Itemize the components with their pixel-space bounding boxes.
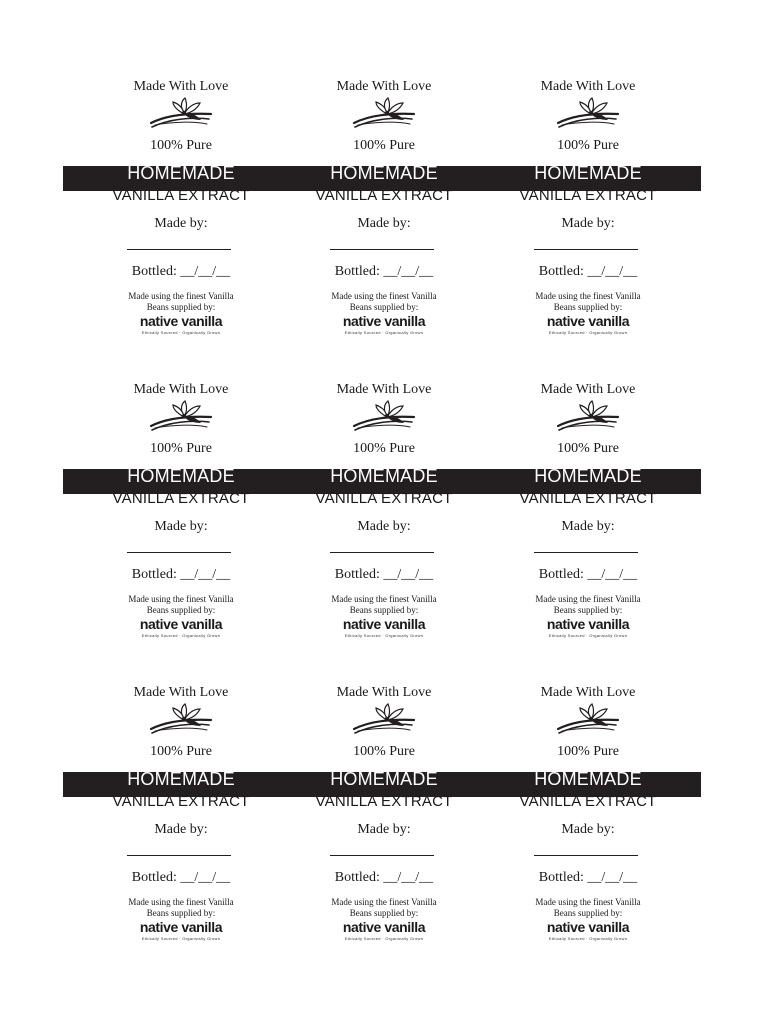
vanilla-flower-icon xyxy=(149,400,213,436)
vanilla-extract-text: VANILLA EXTRACT xyxy=(315,793,453,810)
brand-tagline: Ethically Sourced · Organically Grown xyxy=(141,330,221,335)
supply-note-line2: Beans supplied by: xyxy=(349,302,419,312)
made-by-text: Made by: xyxy=(154,822,208,837)
pure-text: 100% Pure xyxy=(557,744,619,759)
made-by-signature-line xyxy=(127,855,231,856)
supply-note-line1: Made using the finest Vanilla xyxy=(331,897,437,907)
supply-note-line1: Made using the finest Vanilla xyxy=(535,897,641,907)
supply-note-line2: Beans supplied by: xyxy=(349,605,419,615)
made-by-text: Made by: xyxy=(357,216,411,231)
bottled-date-text: Bottled: __/__/__ xyxy=(131,264,231,279)
pure-text: 100% Pure xyxy=(150,441,212,456)
brand-logo-text: native vanilla xyxy=(546,919,630,935)
brand-logo-text: native vanilla xyxy=(342,919,426,935)
vanilla-extract-text: VANILLA EXTRACT xyxy=(112,187,250,204)
made-by-signature-line xyxy=(127,249,231,250)
made-by-text: Made by: xyxy=(154,519,208,534)
pure-text: 100% Pure xyxy=(557,441,619,456)
vanilla-extract-text: VANILLA EXTRACT xyxy=(519,793,657,810)
homemade-title: HOMEMADE xyxy=(534,163,642,183)
supply-note-line2: Beans supplied by: xyxy=(553,302,623,312)
made-by-text: Made by: xyxy=(561,519,615,534)
made-with-love-text: Made With Love xyxy=(336,685,432,700)
brand-tagline: Ethically Sourced · Organically Grown xyxy=(344,936,424,941)
made-with-love-text: Made With Love xyxy=(336,79,432,94)
brand-tagline: Ethically Sourced · Organically Grown xyxy=(141,936,221,941)
bottled-date-text: Bottled: __/__/__ xyxy=(131,567,231,582)
supply-note-line1: Made using the finest Vanilla xyxy=(535,594,641,604)
made-by-text: Made by: xyxy=(561,216,615,231)
homemade-title: HOMEMADE xyxy=(330,769,438,789)
pure-text: 100% Pure xyxy=(353,138,415,153)
homemade-title: HOMEMADE xyxy=(330,163,438,183)
supply-note-line1: Made using the finest Vanilla xyxy=(128,897,234,907)
made-by-signature-line xyxy=(534,855,638,856)
brand-tagline: Ethically Sourced · Organically Grown xyxy=(141,633,221,638)
made-with-love-text: Made With Love xyxy=(540,685,636,700)
homemade-title: HOMEMADE xyxy=(127,769,235,789)
brand-logo-text: native vanilla xyxy=(139,919,223,935)
supply-note-line2: Beans supplied by: xyxy=(349,908,419,918)
vanilla-extract-text: VANILLA EXTRACT xyxy=(112,793,250,810)
bottled-date-text: Bottled: __/__/__ xyxy=(538,567,638,582)
made-by-signature-line xyxy=(534,552,638,553)
made-with-love-text: Made With Love xyxy=(133,685,229,700)
made-by-signature-line xyxy=(330,855,434,856)
bottled-date-text: Bottled: __/__/__ xyxy=(334,264,434,279)
supply-note-line1: Made using the finest Vanilla xyxy=(535,291,641,301)
brand-tagline: Ethically Sourced · Organically Grown xyxy=(548,936,628,941)
brand-logo-text: native vanilla xyxy=(342,616,426,632)
made-with-love-text: Made With Love xyxy=(133,79,229,94)
vanilla-extract-text: VANILLA EXTRACT xyxy=(315,187,453,204)
bottled-date-text: Bottled: __/__/__ xyxy=(538,264,638,279)
vanilla-flower-icon xyxy=(149,703,213,739)
homemade-title: HOMEMADE xyxy=(534,466,642,486)
brand-logo-text: native vanilla xyxy=(139,616,223,632)
made-by-signature-line xyxy=(330,249,434,250)
bottled-date-text: Bottled: __/__/__ xyxy=(131,870,231,885)
vanilla-extract-text: VANILLA EXTRACT xyxy=(519,490,657,507)
brand-logo-text: native vanilla xyxy=(342,313,426,329)
made-with-love-text: Made With Love xyxy=(133,382,229,397)
supply-note-line2: Beans supplied by: xyxy=(553,908,623,918)
made-by-text: Made by: xyxy=(357,822,411,837)
vanilla-extract-text: VANILLA EXTRACT xyxy=(519,187,657,204)
pure-text: 100% Pure xyxy=(353,441,415,456)
made-by-text: Made by: xyxy=(357,519,411,534)
made-by-text: Made by: xyxy=(154,216,208,231)
homemade-title: HOMEMADE xyxy=(534,769,642,789)
brand-tagline: Ethically Sourced · Organically Grown xyxy=(344,633,424,638)
bottled-date-text: Bottled: __/__/__ xyxy=(538,870,638,885)
vanilla-flower-icon xyxy=(149,97,213,133)
bottled-date-text: Bottled: __/__/__ xyxy=(334,567,434,582)
supply-note-line1: Made using the finest Vanilla xyxy=(331,594,437,604)
vanilla-extract-text: VANILLA EXTRACT xyxy=(112,490,250,507)
vanilla-flower-icon xyxy=(352,400,416,436)
supply-note-line2: Beans supplied by: xyxy=(553,605,623,615)
made-with-love-text: Made With Love xyxy=(540,382,636,397)
made-by-signature-line xyxy=(534,249,638,250)
made-by-signature-line xyxy=(127,552,231,553)
vanilla-extract-text: VANILLA EXTRACT xyxy=(315,490,453,507)
vanilla-flower-icon xyxy=(556,400,620,436)
bottled-date-text: Bottled: __/__/__ xyxy=(334,870,434,885)
brand-logo-text: native vanilla xyxy=(546,313,630,329)
supply-note-line2: Beans supplied by: xyxy=(146,605,216,615)
supply-note-line1: Made using the finest Vanilla xyxy=(128,594,234,604)
pure-text: 100% Pure xyxy=(353,744,415,759)
vanilla-flower-icon xyxy=(556,97,620,133)
supply-note-line2: Beans supplied by: xyxy=(146,302,216,312)
made-by-signature-line xyxy=(330,552,434,553)
brand-logo-text: native vanilla xyxy=(546,616,630,632)
vanilla-flower-icon xyxy=(556,703,620,739)
pure-text: 100% Pure xyxy=(557,138,619,153)
made-with-love-text: Made With Love xyxy=(336,382,432,397)
supply-note-line1: Made using the finest Vanilla xyxy=(331,291,437,301)
pure-text: 100% Pure xyxy=(150,744,212,759)
vanilla-flower-icon xyxy=(352,703,416,739)
brand-logo-text: native vanilla xyxy=(139,313,223,329)
brand-tagline: Ethically Sourced · Organically Grown xyxy=(548,330,628,335)
brand-tagline: Ethically Sourced · Organically Grown xyxy=(548,633,628,638)
homemade-title: HOMEMADE xyxy=(127,466,235,486)
supply-note-line1: Made using the finest Vanilla xyxy=(128,291,234,301)
made-with-love-text: Made With Love xyxy=(540,79,636,94)
homemade-title: HOMEMADE xyxy=(330,466,438,486)
homemade-title: HOMEMADE xyxy=(127,163,235,183)
made-by-text: Made by: xyxy=(561,822,615,837)
supply-note-line2: Beans supplied by: xyxy=(146,908,216,918)
vanilla-flower-icon xyxy=(352,97,416,133)
pure-text: 100% Pure xyxy=(150,138,212,153)
brand-tagline: Ethically Sourced · Organically Grown xyxy=(344,330,424,335)
